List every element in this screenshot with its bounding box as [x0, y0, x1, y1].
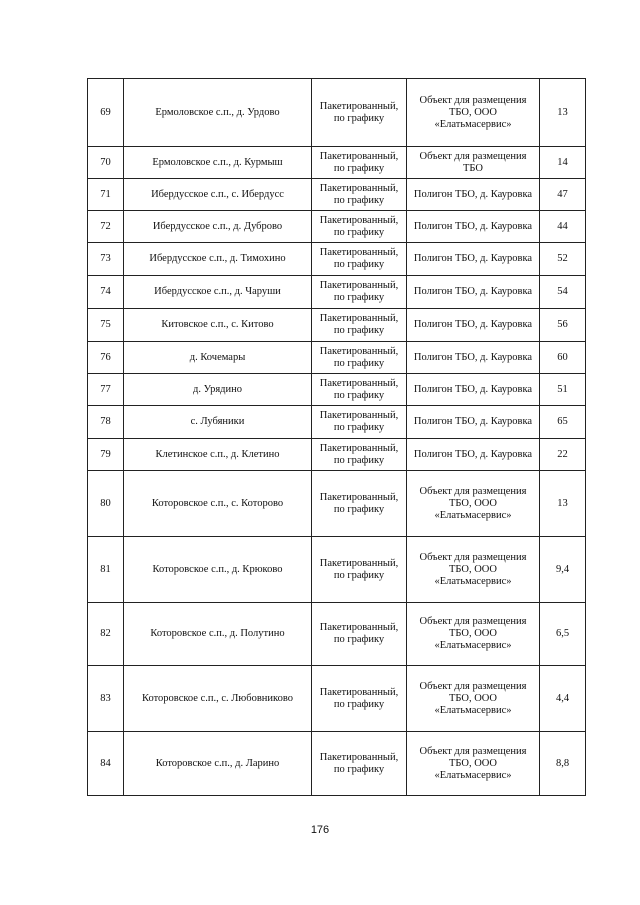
distance-cell: 13	[540, 471, 586, 537]
destination-cell: Полигон ТБО, д. Кауровка	[407, 374, 540, 406]
distance-cell: 44	[540, 211, 586, 243]
row-number: 72	[88, 211, 124, 243]
locality-cell: Клетинское с.п., д. Клетино	[124, 439, 312, 471]
table-row	[88, 537, 586, 603]
destination-cell: Полигон ТБО, д. Кауровка	[407, 342, 540, 374]
locality-cell: Китовское с.п., с. Китово	[124, 309, 312, 342]
collection-method-cell: Пакетированный, по графику	[312, 406, 407, 439]
locality-cell: Ермоловское с.п., д. Урдово	[124, 79, 312, 147]
destination-cell: Полигон ТБО, д. Кауровка	[407, 309, 540, 342]
locality-cell: Которовское с.п., д. Крюково	[124, 537, 312, 603]
collection-method-cell: Пакетированный, по графику	[312, 732, 407, 796]
table-row	[88, 406, 586, 439]
distance-cell: 4,4	[540, 666, 586, 732]
table-row	[88, 342, 586, 374]
locality-cell: с. Лубяники	[124, 406, 312, 439]
destination-cell: Объект для размещения ТБО	[407, 147, 540, 179]
distance-cell: 6,5	[540, 603, 586, 666]
row-number: 83	[88, 666, 124, 732]
collection-method-cell: Пакетированный, по графику	[312, 374, 407, 406]
table-row	[88, 471, 586, 537]
row-number: 74	[88, 276, 124, 309]
table-row	[88, 179, 586, 211]
destination-cell: Полигон ТБО, д. Кауровка	[407, 439, 540, 471]
destination-cell: Объект для размещения ТБО, ООО «Елатьмасервис»	[407, 79, 540, 147]
collection-method-cell: Пакетированный, по графику	[312, 243, 407, 276]
row-number: 82	[88, 603, 124, 666]
locality-cell: Которовское с.п., с. Любовниково	[124, 666, 312, 732]
destination-cell: Объект для размещения ТБО, ООО «Елатьмасервис»	[407, 666, 540, 732]
page-number: 176	[310, 824, 330, 836]
collection-method-cell: Пакетированный, по графику	[312, 537, 407, 603]
distance-cell: 51	[540, 374, 586, 406]
collection-method-cell: Пакетированный, по графику	[312, 79, 407, 147]
destination-cell: Объект для размещения ТБО, ООО «Елатьмасервис»	[407, 471, 540, 537]
row-number: 71	[88, 179, 124, 211]
collection-method-cell: Пакетированный, по графику	[312, 211, 407, 243]
table-row	[88, 79, 586, 147]
row-number: 84	[88, 732, 124, 796]
row-number: 76	[88, 342, 124, 374]
destination-cell: Полигон ТБО, д. Кауровка	[407, 179, 540, 211]
collection-method-cell: Пакетированный, по графику	[312, 439, 407, 471]
destination-cell: Объект для размещения ТБО, ООО «Елатьмасервис»	[407, 732, 540, 796]
distance-cell: 13	[540, 79, 586, 147]
row-number: 73	[88, 243, 124, 276]
row-number: 78	[88, 406, 124, 439]
distance-cell: 60	[540, 342, 586, 374]
row-number: 80	[88, 471, 124, 537]
locality-cell: Ибердусское с.п., с. Ибердусс	[124, 179, 312, 211]
locality-cell: д. Кочемары	[124, 342, 312, 374]
table-row	[88, 243, 586, 276]
table-row	[88, 732, 586, 796]
locality-cell: Которовское с.п., с. Которово	[124, 471, 312, 537]
collection-method-cell: Пакетированный, по графику	[312, 471, 407, 537]
destination-cell: Объект для размещения ТБО, ООО «Елатьмасервис»	[407, 603, 540, 666]
collection-method-cell: Пакетированный, по графику	[312, 179, 407, 211]
table-row	[88, 276, 586, 309]
locality-cell: Которовское с.п., д. Ларино	[124, 732, 312, 796]
destination-cell: Полигон ТБО, д. Кауровка	[407, 406, 540, 439]
distance-cell: 56	[540, 309, 586, 342]
destination-cell: Полигон ТБО, д. Кауровка	[407, 276, 540, 309]
row-number: 69	[88, 79, 124, 147]
locality-cell: д. Урядино	[124, 374, 312, 406]
collection-method-cell: Пакетированный, по графику	[312, 147, 407, 179]
row-number: 70	[88, 147, 124, 179]
collection-method-cell: Пакетированный, по графику	[312, 342, 407, 374]
destination-cell: Объект для размещения ТБО, ООО «Елатьмасервис»	[407, 537, 540, 603]
table-row	[88, 439, 586, 471]
table-row	[88, 603, 586, 666]
row-number: 81	[88, 537, 124, 603]
row-number: 77	[88, 374, 124, 406]
locality-cell: Которовское с.п., д. Полутино	[124, 603, 312, 666]
distance-cell: 54	[540, 276, 586, 309]
table-body	[88, 79, 586, 796]
distance-cell: 52	[540, 243, 586, 276]
distance-cell: 22	[540, 439, 586, 471]
distance-cell: 9,4	[540, 537, 586, 603]
collection-method-cell: Пакетированный, по графику	[312, 603, 407, 666]
table-row	[88, 147, 586, 179]
collection-method-cell: Пакетированный, по графику	[312, 309, 407, 342]
row-number: 75	[88, 309, 124, 342]
table-row	[88, 211, 586, 243]
collection-method-cell: Пакетированный, по графику	[312, 276, 407, 309]
waste-collection-table	[87, 78, 586, 796]
distance-cell: 14	[540, 147, 586, 179]
table-row	[88, 309, 586, 342]
destination-cell: Полигон ТБО, д. Кауровка	[407, 243, 540, 276]
locality-cell: Ибердусское с.п., д. Тимохино	[124, 243, 312, 276]
table-row	[88, 666, 586, 732]
locality-cell: Ибердусское с.п., д. Чаруши	[124, 276, 312, 309]
table-row	[88, 374, 586, 406]
distance-cell: 65	[540, 406, 586, 439]
distance-cell: 8,8	[540, 732, 586, 796]
locality-cell: Ермоловское с.п., д. Курмыш	[124, 147, 312, 179]
locality-cell: Ибердусское с.п., д. Дуброво	[124, 211, 312, 243]
distance-cell: 47	[540, 179, 586, 211]
collection-method-cell: Пакетированный, по графику	[312, 666, 407, 732]
row-number: 79	[88, 439, 124, 471]
destination-cell: Полигон ТБО, д. Кауровка	[407, 211, 540, 243]
